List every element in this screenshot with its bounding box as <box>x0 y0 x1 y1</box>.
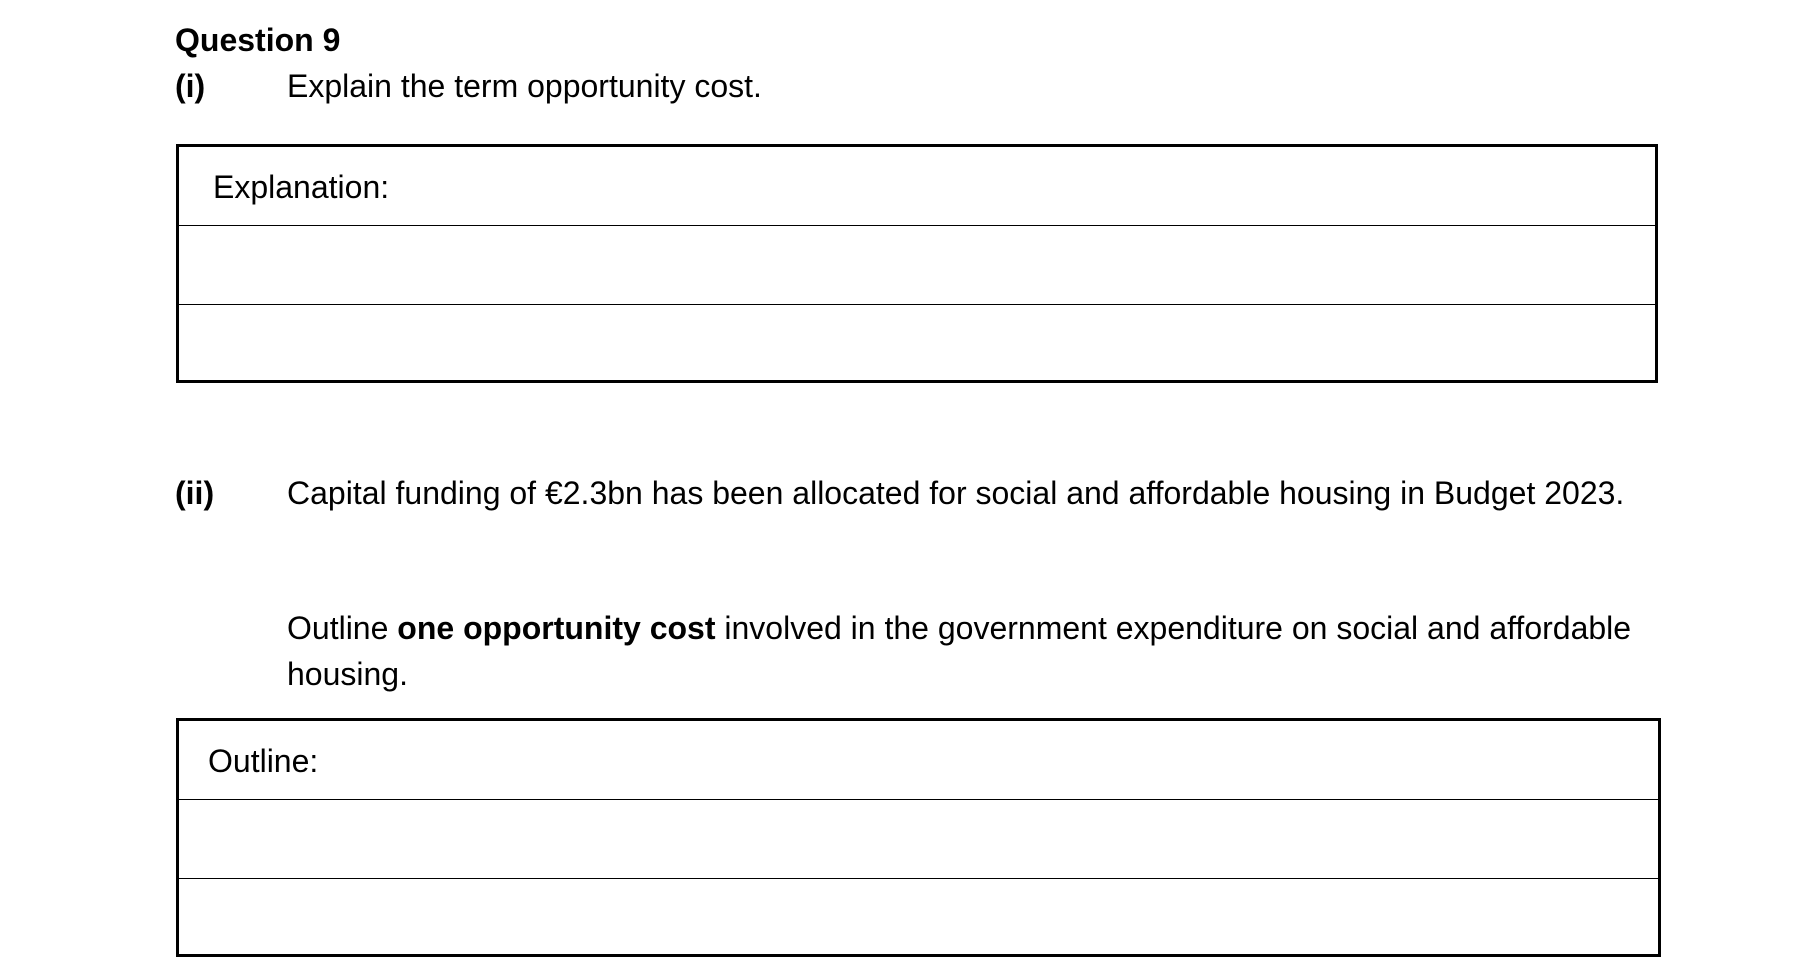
explanation-label: Explanation: <box>213 169 390 205</box>
explanation-answer-box <box>176 144 1658 383</box>
answer-row[interactable] <box>179 800 1658 879</box>
question-title: Question 9 <box>175 22 341 58</box>
part-ii-emphasis: one opportunity cost <box>397 610 716 646</box>
answer-row[interactable] <box>179 305 1655 384</box>
outline-answer-box <box>176 718 1661 957</box>
part-ii-paragraph-1: Capital funding of €2.3bn has been allocated for social and affordable housing in Budget 2023. <box>287 475 1625 511</box>
answer-row[interactable] <box>179 226 1655 305</box>
part-ii-text-after: involved in the government expenditure on social and affordable housing. <box>287 610 1632 692</box>
part-ii-paragraph-2 <box>287 605 1647 697</box>
outline-label: Outline: <box>208 743 319 779</box>
part-i-label: (i) <box>175 68 206 104</box>
part-ii-label: (ii) <box>175 475 215 511</box>
answer-row[interactable] <box>179 147 1655 226</box>
part-i-prompt: Explain the term opportunity cost. <box>287 68 762 104</box>
part-ii-text-before: Outline <box>287 610 398 646</box>
answer-row[interactable] <box>179 721 1658 800</box>
answer-row[interactable] <box>179 879 1658 958</box>
